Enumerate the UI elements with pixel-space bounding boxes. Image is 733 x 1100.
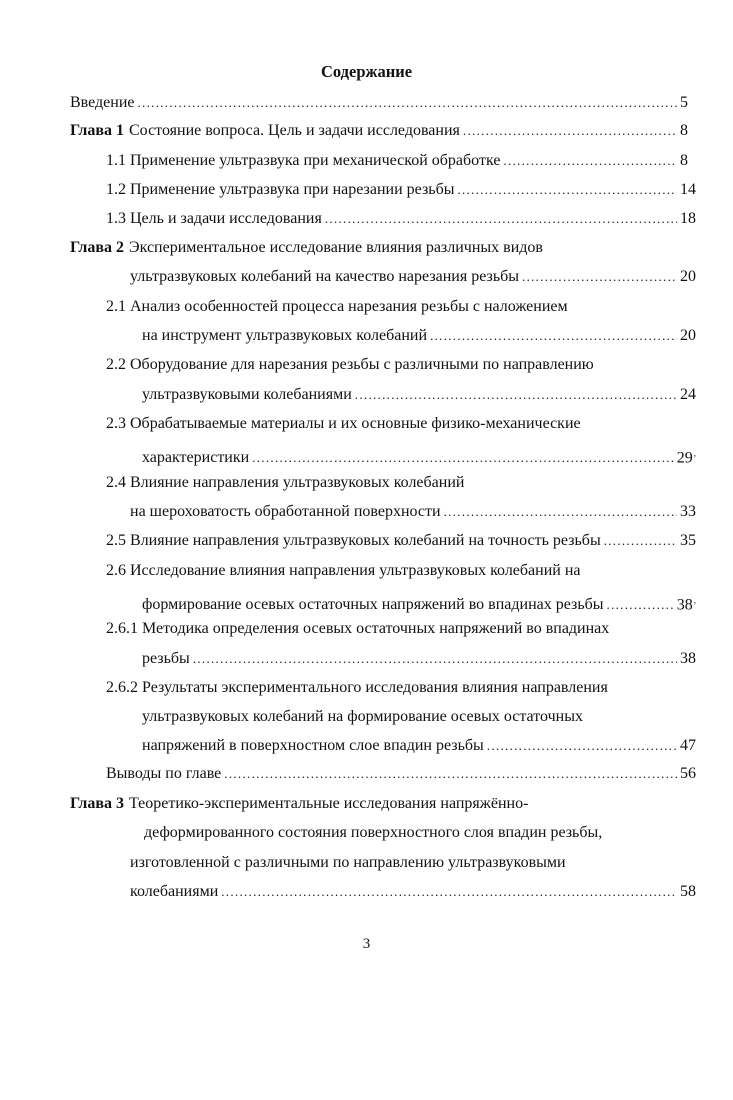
leader-dots [457, 179, 677, 201]
leader-dots [487, 735, 677, 757]
toc-entry-chapter-3-line-3[interactable] [130, 852, 696, 874]
toc-page-number: 18 [680, 210, 696, 227]
toc-entry-text: изготовленной с различными по направлению ультразвуковыми [130, 854, 566, 871]
toc-entry-text: Выводы по главе [106, 765, 222, 782]
toc-entry-2-2-line-2[interactable] [142, 384, 696, 406]
toc-page-number: 14 [680, 181, 696, 198]
toc-entry-text: 1.2 Применение ультразвука при нарезании резьбы [106, 181, 455, 198]
chapter-label: Глава 2 [70, 239, 124, 256]
leader-dots [444, 501, 677, 523]
toc-entry-text: Введение [70, 94, 135, 111]
toc-entry-text: 1.1 Применение ультразвука при механической обработке [106, 152, 501, 169]
toc-page-number: 35 [680, 532, 696, 549]
leader-dots [607, 594, 674, 616]
toc-entry-chapter-3-line-2[interactable] [144, 822, 696, 844]
toc-entry-2-6-1-line-2[interactable] [142, 648, 696, 670]
toc-entry-text: 2.4 Влияние направления ультразвуковых колебаний [106, 474, 465, 491]
leader-dots [325, 208, 677, 230]
page-title: Содержание [320, 62, 413, 81]
toc-entry-2-1-line-1[interactable] [106, 296, 696, 318]
toc-entry-text: Теоретико-экспериментальные исследования напряжённо- [129, 795, 529, 812]
toc-entry-text: 2.5 Влияние направления ультразвуковых колебаний на точность резьбы [106, 532, 601, 549]
toc-page-number: 58 [680, 883, 696, 900]
toc-page-number: 24 [680, 386, 696, 403]
toc-page-number: 38, [676, 595, 696, 614]
toc-entry-2-3-line-2[interactable] [142, 442, 696, 467]
toc-page-number: 5 [680, 94, 688, 111]
leader-dots [430, 325, 677, 347]
chapter-label: Глава 3 [70, 795, 124, 812]
leader-dots [355, 384, 677, 406]
toc-entry-text: на шероховатость обработанной поверхности [130, 503, 441, 520]
toc-entry-text: 2.6.1 Методика определения осевых остаточных напряжений во впадинах [106, 620, 610, 637]
toc-entry-text: Экспериментальное исследование влияния различных видов [129, 239, 543, 256]
toc-entry-2-6-2-line-2[interactable] [142, 706, 696, 728]
toc-entry-chapter-2-line-1[interactable] [70, 237, 696, 259]
toc-entry-text: 2.3 Обрабатываемые материалы и их основные физико-механические [106, 415, 581, 432]
toc-entry-1-1[interactable] [106, 150, 688, 172]
toc-entry-text: 2.1 Анализ особенностей процесса нарезания резьбы с наложением [106, 298, 568, 315]
toc-entry-text: на инструмент ультразвуковых колебаний [142, 327, 428, 344]
leader-dots [503, 150, 677, 172]
toc-entry-text: 1.3 Цель и задачи исследования [106, 210, 322, 227]
toc-entry-chapter-3-line-4[interactable] [130, 881, 696, 903]
leader-dots [252, 447, 674, 469]
toc-entry-2-2-line-1[interactable] [106, 354, 696, 376]
toc-entry-2-4-line-1[interactable] [106, 472, 696, 494]
toc-entry-1-3[interactable] [106, 208, 696, 230]
toc-entry-text: ультразвуковых колебаний на качество нарезания резьбы [130, 268, 520, 285]
toc-page-number: 29, [676, 448, 696, 467]
leader-dots [138, 92, 678, 114]
toc-page-number: 33 [680, 503, 696, 520]
toc-entry-text: формирование осевых остаточных напряжений во впадинах резьбы [142, 596, 604, 614]
toc-entry-2-5[interactable] [106, 530, 696, 552]
toc-page-number: 20 [680, 327, 696, 344]
toc-entry-1-2[interactable] [106, 179, 696, 201]
toc-page-number: 8 [680, 122, 688, 139]
toc-entry-2-6-2-line-3[interactable] [142, 735, 696, 757]
toc-entry-conclusions[interactable] [106, 763, 696, 785]
toc-entry-chapter-1[interactable] [70, 120, 688, 142]
toc-entry-chapter-2-line-2[interactable] [130, 266, 696, 288]
leader-dots [604, 530, 677, 552]
toc-entry-2-4-line-2[interactable] [130, 501, 696, 523]
toc-entry-text: Состояние вопроса. Цель и задачи исследования [129, 122, 460, 139]
toc-entry-2-3-line-1[interactable] [106, 413, 696, 435]
chapter-label: Глава 1 [70, 122, 124, 139]
toc-entry-chapter-3-line-1[interactable] [70, 793, 696, 815]
toc-page-number: 20 [680, 268, 696, 285]
leader-dots [193, 648, 677, 670]
toc-page-number: 38 [680, 650, 696, 667]
toc-entry-text: напряжений в поверхностном слое впадин резьбы [142, 737, 484, 754]
leader-dots [221, 881, 677, 903]
scan-mark: , [693, 595, 696, 605]
toc-entry-text: резьбы [142, 650, 190, 667]
toc-page-number: 8 [680, 152, 688, 169]
toc-entry-text: 2.2 Оборудование для нарезания резьбы с различными по направлению [106, 356, 594, 373]
toc-entry-text: характеристики [142, 449, 250, 467]
leader-dots [463, 120, 677, 142]
scan-mark: , [693, 448, 696, 458]
toc-entry-2-1-line-2[interactable] [142, 325, 696, 347]
toc-entry-text: ультразвуковых колебаний на формирование осевых остаточных [142, 708, 583, 725]
toc-page-number: 56 [680, 765, 696, 782]
toc-entry-text: 2.6.2 Результаты экспериментального исследования влияния направления [106, 679, 608, 696]
toc-entry-text: 2.6 Исследование влияния направления ультразвуковых колебаний на [106, 562, 581, 579]
toc-entry-introduction[interactable] [70, 92, 688, 114]
toc-entry-2-6-2-line-1[interactable] [106, 677, 696, 699]
toc-entry-text: деформированного состояния поверхностного слоя впадин резьбы, [144, 824, 603, 841]
leader-dots [522, 266, 677, 288]
toc-entry-2-6-line-2[interactable] [142, 589, 696, 614]
page-number: 3 [362, 936, 371, 952]
toc-page-number: 47 [680, 737, 696, 754]
toc-entry-text: колебаниями [130, 883, 219, 900]
toc-entry-text: ультразвуковыми колебаниями [142, 386, 352, 403]
toc-entry-2-6-1-line-1[interactable] [106, 618, 696, 640]
toc-entry-2-6-line-1[interactable] [106, 560, 696, 582]
leader-dots [224, 763, 677, 785]
